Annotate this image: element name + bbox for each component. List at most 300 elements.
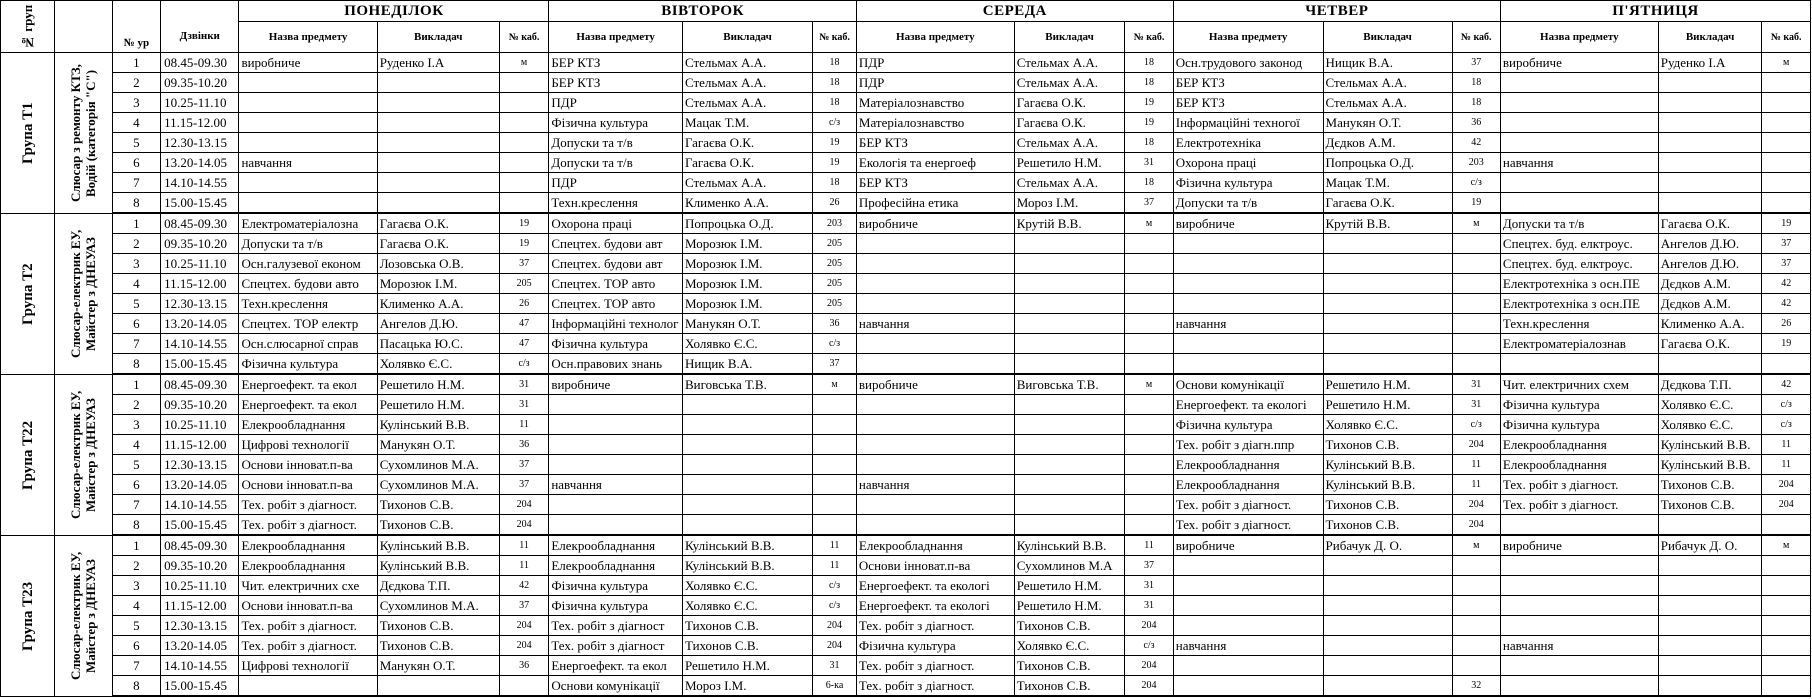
wednesday-teacher: Сухомлинов М.А bbox=[1014, 556, 1125, 576]
lesson-number: 8 bbox=[112, 515, 160, 536]
tuesday-room: с/з bbox=[813, 113, 857, 133]
wednesday-subject: Тех. робіт з діагност. bbox=[856, 656, 1014, 676]
group-name-text: Група Т2 bbox=[19, 262, 36, 325]
column-header-row bbox=[1, 22, 1811, 53]
friday-room bbox=[1762, 656, 1811, 676]
wednesday-teacher: Гагаєва О.К. bbox=[1014, 93, 1125, 113]
tuesday-subject: ПДР bbox=[549, 173, 683, 193]
thursday-teacher: Решетило Н.М. bbox=[1323, 374, 1452, 395]
group-specialty-text: Слюсар з ремонту КТЗ, Водій (категорія "С") bbox=[68, 63, 99, 202]
thursday-room: 204 bbox=[1452, 435, 1500, 455]
lesson-row bbox=[1, 213, 1811, 234]
tuesday-room: 19 bbox=[813, 153, 857, 173]
monday-teacher: Гагаєва О.К. bbox=[377, 234, 499, 254]
thursday-teacher: Тихонов С.В. bbox=[1323, 435, 1452, 455]
lesson-col-header: № ур bbox=[112, 22, 160, 53]
monday-room bbox=[499, 73, 549, 93]
lesson-number: 2 bbox=[112, 234, 160, 254]
tuesday-teacher: Морозюк І.М. bbox=[682, 294, 812, 314]
day-header-monday: ПОНЕДІЛОК bbox=[239, 1, 549, 22]
lesson-number: 3 bbox=[112, 254, 160, 274]
friday-subject bbox=[1500, 93, 1658, 113]
lesson-number: 8 bbox=[112, 354, 160, 375]
wednesday-teacher: Кулінський В.В. bbox=[1014, 535, 1125, 556]
tuesday-subject-col-header: Назва предмету bbox=[549, 22, 683, 53]
group-name bbox=[1, 535, 55, 696]
friday-teacher bbox=[1658, 596, 1762, 616]
tuesday-subject: Основи комунікації bbox=[549, 676, 683, 697]
lesson-number: 2 bbox=[112, 556, 160, 576]
wednesday-room bbox=[1125, 354, 1173, 375]
monday-subject: Тех. робіт з діагност. bbox=[239, 636, 377, 656]
friday-teacher: Руденко І.А bbox=[1658, 53, 1762, 73]
lesson-time: 08.45-09.30 bbox=[161, 374, 239, 395]
lesson-time: 11.15-12.00 bbox=[161, 113, 239, 133]
lesson-number: 3 bbox=[112, 93, 160, 113]
tuesday-room: 18 bbox=[813, 173, 857, 193]
lesson-row bbox=[1, 636, 1811, 656]
monday-room: 36 bbox=[499, 656, 549, 676]
lesson-time: 12.30-13.15 bbox=[161, 133, 239, 153]
wednesday-subject: навчання bbox=[856, 314, 1014, 334]
thursday-room: м bbox=[1452, 213, 1500, 234]
tuesday-room: 6-ка bbox=[813, 676, 857, 697]
monday-teacher: Тихонов С.В. bbox=[377, 636, 499, 656]
lesson-number: 8 bbox=[112, 193, 160, 214]
tuesday-teacher-col-header: Викладач bbox=[682, 22, 812, 53]
group-name-text: Група Т22 bbox=[19, 419, 36, 490]
monday-subject bbox=[239, 133, 377, 153]
lesson-time: 08.45-09.30 bbox=[161, 535, 239, 556]
friday-room: 26 bbox=[1762, 314, 1811, 334]
wednesday-room: 19 bbox=[1125, 113, 1173, 133]
thursday-subject bbox=[1173, 656, 1323, 676]
friday-teacher bbox=[1658, 676, 1762, 697]
monday-room: 204 bbox=[499, 616, 549, 636]
friday-subject: навчання bbox=[1500, 153, 1658, 173]
lesson-number: 1 bbox=[112, 535, 160, 556]
tuesday-subject bbox=[549, 415, 683, 435]
lesson-time: 11.15-12.00 bbox=[161, 435, 239, 455]
lesson-number: 5 bbox=[112, 133, 160, 153]
tuesday-teacher: Гагаєва О.К. bbox=[682, 133, 812, 153]
lesson-number: 7 bbox=[112, 334, 160, 354]
monday-subject: Тех. робіт з діагност. bbox=[239, 616, 377, 636]
friday-room bbox=[1762, 173, 1811, 193]
lesson-time: 15.00-15.45 bbox=[161, 515, 239, 536]
lesson-row bbox=[1, 73, 1811, 93]
wednesday-teacher bbox=[1014, 354, 1125, 375]
lesson-time: 11.15-12.00 bbox=[161, 274, 239, 294]
tuesday-subject: Спецтех. ТОР авто bbox=[549, 274, 683, 294]
lesson-number: 2 bbox=[112, 395, 160, 415]
friday-room: 37 bbox=[1762, 234, 1811, 254]
wednesday-subject bbox=[856, 515, 1014, 536]
monday-teacher bbox=[377, 173, 499, 193]
wednesday-subject: ПДР bbox=[856, 73, 1014, 93]
monday-subject: Елекрообладнання bbox=[239, 535, 377, 556]
monday-teacher bbox=[377, 193, 499, 214]
monday-subject bbox=[239, 676, 377, 697]
tuesday-teacher: Мороз І.М. bbox=[682, 676, 812, 697]
friday-subject bbox=[1500, 354, 1658, 375]
lesson-number: 4 bbox=[112, 274, 160, 294]
tuesday-room: 205 bbox=[813, 234, 857, 254]
group-name bbox=[1, 213, 55, 374]
friday-teacher bbox=[1658, 173, 1762, 193]
thursday-room bbox=[1452, 636, 1500, 656]
wednesday-teacher: Крутій В.В. bbox=[1014, 213, 1125, 234]
lesson-row bbox=[1, 314, 1811, 334]
tuesday-subject bbox=[549, 435, 683, 455]
thursday-room: с/з bbox=[1452, 415, 1500, 435]
thursday-room bbox=[1452, 556, 1500, 576]
wednesday-teacher bbox=[1014, 294, 1125, 314]
thursday-room: 32 bbox=[1452, 676, 1500, 697]
tuesday-teacher bbox=[682, 395, 812, 415]
friday-room bbox=[1762, 636, 1811, 656]
tuesday-subject: Спецтех. будови авт bbox=[549, 254, 683, 274]
lesson-time: 10.25-11.10 bbox=[161, 93, 239, 113]
friday-subject bbox=[1500, 113, 1658, 133]
monday-subject: навчання bbox=[239, 153, 377, 173]
lesson-row bbox=[1, 515, 1811, 536]
thursday-teacher: Решетило Н.М. bbox=[1323, 395, 1452, 415]
lesson-time: 12.30-13.15 bbox=[161, 616, 239, 636]
wednesday-subject bbox=[856, 334, 1014, 354]
wednesday-teacher-col-header: Викладач bbox=[1014, 22, 1125, 53]
lesson-time: 09.35-10.20 bbox=[161, 234, 239, 254]
monday-teacher: Решетило Н.М. bbox=[377, 374, 499, 395]
friday-room: 19 bbox=[1762, 334, 1811, 354]
wednesday-room: 18 bbox=[1125, 133, 1173, 153]
monday-teacher: Сухомлинов М.А. bbox=[377, 475, 499, 495]
thursday-room: 18 bbox=[1452, 73, 1500, 93]
thursday-teacher bbox=[1323, 596, 1452, 616]
wednesday-subject bbox=[856, 395, 1014, 415]
tuesday-subject: Техн.креслення bbox=[549, 193, 683, 214]
friday-subject: Техн.креслення bbox=[1500, 314, 1658, 334]
monday-subject: Цифрові технології bbox=[239, 656, 377, 676]
wednesday-subject: виробниче bbox=[856, 374, 1014, 395]
thursday-subject: Охорона праці bbox=[1173, 153, 1323, 173]
tuesday-room bbox=[813, 395, 857, 415]
lesson-row bbox=[1, 294, 1811, 314]
friday-teacher bbox=[1658, 656, 1762, 676]
thursday-teacher: Крутій В.В. bbox=[1323, 213, 1452, 234]
lesson-time: 10.25-11.10 bbox=[161, 415, 239, 435]
monday-teacher: Сухомлинов М.А. bbox=[377, 596, 499, 616]
wednesday-room bbox=[1125, 495, 1173, 515]
wednesday-teacher: Стельмах А.А. bbox=[1014, 133, 1125, 153]
thursday-subject bbox=[1173, 334, 1323, 354]
friday-room bbox=[1762, 556, 1811, 576]
friday-subject bbox=[1500, 73, 1658, 93]
tuesday-subject: ПДР bbox=[549, 93, 683, 113]
lesson-col-header-top bbox=[112, 1, 160, 22]
wednesday-teacher bbox=[1014, 254, 1125, 274]
friday-teacher: Тихонов С.В. bbox=[1658, 475, 1762, 495]
lesson-time: 10.25-11.10 bbox=[161, 254, 239, 274]
lesson-number: 4 bbox=[112, 113, 160, 133]
thursday-subject bbox=[1173, 234, 1323, 254]
lesson-time: 08.45-09.30 bbox=[161, 53, 239, 73]
wednesday-room: 204 bbox=[1125, 616, 1173, 636]
thursday-subject: Елекрообладнання bbox=[1173, 475, 1323, 495]
monday-teacher: Кулінський В.В. bbox=[377, 535, 499, 556]
friday-room: 42 bbox=[1762, 294, 1811, 314]
monday-room: 47 bbox=[499, 314, 549, 334]
monday-room-col-header: № каб. bbox=[499, 22, 549, 53]
wednesday-subject bbox=[856, 495, 1014, 515]
monday-subject: Тех. робіт з діагност. bbox=[239, 515, 377, 536]
friday-subject: Тех. робіт з діагност. bbox=[1500, 475, 1658, 495]
friday-room: м bbox=[1762, 53, 1811, 73]
tuesday-teacher bbox=[682, 435, 812, 455]
lesson-number: 4 bbox=[112, 596, 160, 616]
lesson-row bbox=[1, 153, 1811, 173]
tuesday-room: 37 bbox=[813, 354, 857, 375]
lesson-row bbox=[1, 254, 1811, 274]
wednesday-room bbox=[1125, 234, 1173, 254]
tuesday-teacher: Кулінський В.В. bbox=[682, 535, 812, 556]
thursday-subject bbox=[1173, 556, 1323, 576]
wednesday-room: 18 bbox=[1125, 173, 1173, 193]
monday-subject: Тех. робіт з діагност. bbox=[239, 495, 377, 515]
thursday-teacher: Мацак Т.М. bbox=[1323, 173, 1452, 193]
friday-subject: Фізична культура bbox=[1500, 395, 1658, 415]
tuesday-room: 36 bbox=[813, 314, 857, 334]
friday-subject: Електроматеріалознав bbox=[1500, 334, 1658, 354]
thursday-teacher: Кулінський В.В. bbox=[1323, 455, 1452, 475]
wednesday-subject bbox=[856, 254, 1014, 274]
tuesday-teacher: Холявко Є.С. bbox=[682, 596, 812, 616]
tuesday-subject: БЕР КТЗ bbox=[549, 73, 683, 93]
wednesday-teacher bbox=[1014, 515, 1125, 536]
friday-room: 11 bbox=[1762, 435, 1811, 455]
wednesday-teacher: Тихонов С.В. bbox=[1014, 676, 1125, 697]
wednesday-room: 31 bbox=[1125, 596, 1173, 616]
wednesday-subject bbox=[856, 354, 1014, 375]
wednesday-room bbox=[1125, 334, 1173, 354]
timetable-body bbox=[1, 53, 1811, 697]
monday-teacher-col-header: Викладач bbox=[377, 22, 499, 53]
lesson-row bbox=[1, 435, 1811, 455]
thursday-teacher bbox=[1323, 314, 1452, 334]
wednesday-room bbox=[1125, 515, 1173, 536]
lesson-number: 7 bbox=[112, 495, 160, 515]
thursday-room bbox=[1452, 576, 1500, 596]
monday-teacher: Тихонов С.В. bbox=[377, 616, 499, 636]
friday-subject bbox=[1500, 515, 1658, 536]
tuesday-teacher bbox=[682, 455, 812, 475]
monday-teacher: Лозовська О.В. bbox=[377, 254, 499, 274]
thursday-room: 36 bbox=[1452, 113, 1500, 133]
wednesday-teacher: Тихонов С.В. bbox=[1014, 656, 1125, 676]
wednesday-teacher: Тихонов С.В. bbox=[1014, 616, 1125, 636]
wednesday-teacher bbox=[1014, 435, 1125, 455]
monday-teacher bbox=[377, 113, 499, 133]
wednesday-subject: виробниче bbox=[856, 213, 1014, 234]
monday-room bbox=[499, 133, 549, 153]
friday-room: с/з bbox=[1762, 415, 1811, 435]
monday-room: 204 bbox=[499, 636, 549, 656]
group-specialty bbox=[55, 535, 113, 696]
tuesday-room: 31 bbox=[813, 656, 857, 676]
friday-room: 37 bbox=[1762, 254, 1811, 274]
monday-teacher: Морозюк І.М. bbox=[377, 274, 499, 294]
friday-subject: Елекрообладнання bbox=[1500, 455, 1658, 475]
wednesday-subject: Елекрообладнання bbox=[856, 535, 1014, 556]
group-col-header: № груп bbox=[1, 1, 55, 53]
monday-teacher: Кулінський В.В. bbox=[377, 415, 499, 435]
friday-teacher: Кулінський В.В. bbox=[1658, 435, 1762, 455]
monday-room: 204 bbox=[499, 495, 549, 515]
monday-room: м bbox=[499, 53, 549, 73]
group-specialty-text: Слюсар-електрик ЕУ, Майстер з ДНЕУАЗ bbox=[68, 229, 99, 358]
thursday-subject bbox=[1173, 294, 1323, 314]
friday-subject: виробниче bbox=[1500, 53, 1658, 73]
tuesday-room: 205 bbox=[813, 294, 857, 314]
lesson-row bbox=[1, 556, 1811, 576]
wednesday-subject bbox=[856, 234, 1014, 254]
wednesday-teacher bbox=[1014, 234, 1125, 254]
tuesday-teacher bbox=[682, 495, 812, 515]
monday-teacher: Манукян О.Т. bbox=[377, 656, 499, 676]
wednesday-teacher bbox=[1014, 274, 1125, 294]
friday-room bbox=[1762, 93, 1811, 113]
monday-room: с/з bbox=[499, 354, 549, 375]
friday-teacher bbox=[1658, 153, 1762, 173]
monday-subject bbox=[239, 113, 377, 133]
wednesday-room: 19 bbox=[1125, 93, 1173, 113]
wednesday-room bbox=[1125, 294, 1173, 314]
friday-subject: Спецтех. буд. елктроус. bbox=[1500, 234, 1658, 254]
thursday-room: 11 bbox=[1452, 455, 1500, 475]
friday-teacher bbox=[1658, 556, 1762, 576]
friday-subject: Допуски та т/в bbox=[1500, 213, 1658, 234]
tuesday-room bbox=[813, 435, 857, 455]
monday-teacher bbox=[377, 93, 499, 113]
lesson-number: 1 bbox=[112, 53, 160, 73]
thursday-subject bbox=[1173, 254, 1323, 274]
monday-room: 19 bbox=[499, 213, 549, 234]
tuesday-teacher: Клименко А.А. bbox=[682, 193, 812, 214]
friday-room-col-header: № каб. bbox=[1762, 22, 1811, 53]
wednesday-subject: Екологія та енергоеф bbox=[856, 153, 1014, 173]
tuesday-subject: Фізична культура bbox=[549, 334, 683, 354]
friday-teacher: Ангелов Д.Ю. bbox=[1658, 234, 1762, 254]
lesson-number: 2 bbox=[112, 73, 160, 93]
wednesday-teacher bbox=[1014, 495, 1125, 515]
monday-room bbox=[499, 153, 549, 173]
lesson-number: 6 bbox=[112, 475, 160, 495]
wednesday-subject: Матеріалознавство bbox=[856, 113, 1014, 133]
lesson-time: 14.10-14.55 bbox=[161, 334, 239, 354]
monday-subject: Цифрові технології bbox=[239, 435, 377, 455]
lesson-row bbox=[1, 113, 1811, 133]
tuesday-room: 11 bbox=[813, 535, 857, 556]
lesson-row bbox=[1, 274, 1811, 294]
thursday-teacher: Стельмах А.А. bbox=[1323, 93, 1452, 113]
friday-teacher-col-header: Викладач bbox=[1658, 22, 1762, 53]
monday-teacher bbox=[377, 133, 499, 153]
thursday-room-col-header: № каб. bbox=[1452, 22, 1500, 53]
lesson-number: 4 bbox=[112, 435, 160, 455]
thursday-room bbox=[1452, 234, 1500, 254]
monday-room: 205 bbox=[499, 274, 549, 294]
lesson-time: 13.20-14.05 bbox=[161, 153, 239, 173]
monday-room: 42 bbox=[499, 576, 549, 596]
monday-teacher: Манукян О.Т. bbox=[377, 435, 499, 455]
tuesday-subject: Інформаційні технолог bbox=[549, 314, 683, 334]
monday-room: 37 bbox=[499, 596, 549, 616]
friday-subject: навчання bbox=[1500, 636, 1658, 656]
thursday-teacher bbox=[1323, 616, 1452, 636]
tuesday-teacher: Морозюк І.М. bbox=[682, 274, 812, 294]
day-header-row bbox=[1, 1, 1811, 22]
tuesday-room: м bbox=[813, 374, 857, 395]
friday-teacher bbox=[1658, 576, 1762, 596]
wednesday-teacher bbox=[1014, 415, 1125, 435]
thursday-subject: Тех. робіт з діагност. bbox=[1173, 515, 1323, 536]
tuesday-room: 18 bbox=[813, 53, 857, 73]
lesson-time: 13.20-14.05 bbox=[161, 314, 239, 334]
friday-subject: Фізична культура bbox=[1500, 415, 1658, 435]
monday-subject: Елекрообладнання bbox=[239, 556, 377, 576]
friday-subject: Елекрообладнання bbox=[1500, 435, 1658, 455]
lesson-row bbox=[1, 576, 1811, 596]
monday-teacher bbox=[377, 153, 499, 173]
tuesday-teacher bbox=[682, 515, 812, 536]
tuesday-subject: Елекрообладнання bbox=[549, 556, 683, 576]
thursday-teacher bbox=[1323, 274, 1452, 294]
monday-subject: Осн.слюсарної справ bbox=[239, 334, 377, 354]
lesson-number: 6 bbox=[112, 314, 160, 334]
wednesday-room: 18 bbox=[1125, 53, 1173, 73]
wednesday-room-col-header: № каб. bbox=[1125, 22, 1173, 53]
tuesday-room: 203 bbox=[813, 213, 857, 234]
tuesday-teacher bbox=[682, 475, 812, 495]
tuesday-teacher: Решетило Н.М. bbox=[682, 656, 812, 676]
tuesday-subject: Спецтех. ТОР авто bbox=[549, 294, 683, 314]
lesson-number: 1 bbox=[112, 213, 160, 234]
tuesday-subject: Спецтех. будови авт bbox=[549, 234, 683, 254]
specialty-col-header bbox=[55, 1, 113, 53]
wednesday-teacher: Стельмах А.А. bbox=[1014, 73, 1125, 93]
group-name-text: Група Т1 bbox=[19, 101, 36, 164]
monday-subject: Техн.креслення bbox=[239, 294, 377, 314]
friday-subject bbox=[1500, 676, 1658, 697]
monday-room bbox=[499, 113, 549, 133]
wednesday-subject: Тех. робіт з діагност. bbox=[856, 616, 1014, 636]
thursday-teacher: Тихонов С.В. bbox=[1323, 495, 1452, 515]
wednesday-subject bbox=[856, 435, 1014, 455]
friday-room: 19 bbox=[1762, 213, 1811, 234]
time-col-header: Дзвінки bbox=[161, 22, 239, 53]
friday-subject: Тех. робіт з діагност. bbox=[1500, 495, 1658, 515]
monday-teacher: Сухомлинов М.А. bbox=[377, 455, 499, 475]
friday-room: 42 bbox=[1762, 274, 1811, 294]
monday-subject: Спецтех. ТОР електр bbox=[239, 314, 377, 334]
friday-room bbox=[1762, 616, 1811, 636]
tuesday-subject: Фізична культура bbox=[549, 596, 683, 616]
monday-subject: Осн.галузевої економ bbox=[239, 254, 377, 274]
thursday-teacher bbox=[1323, 556, 1452, 576]
monday-subject: Основи інноват.п-ва bbox=[239, 455, 377, 475]
tuesday-subject bbox=[549, 395, 683, 415]
friday-teacher: Дєдков А.М. bbox=[1658, 274, 1762, 294]
